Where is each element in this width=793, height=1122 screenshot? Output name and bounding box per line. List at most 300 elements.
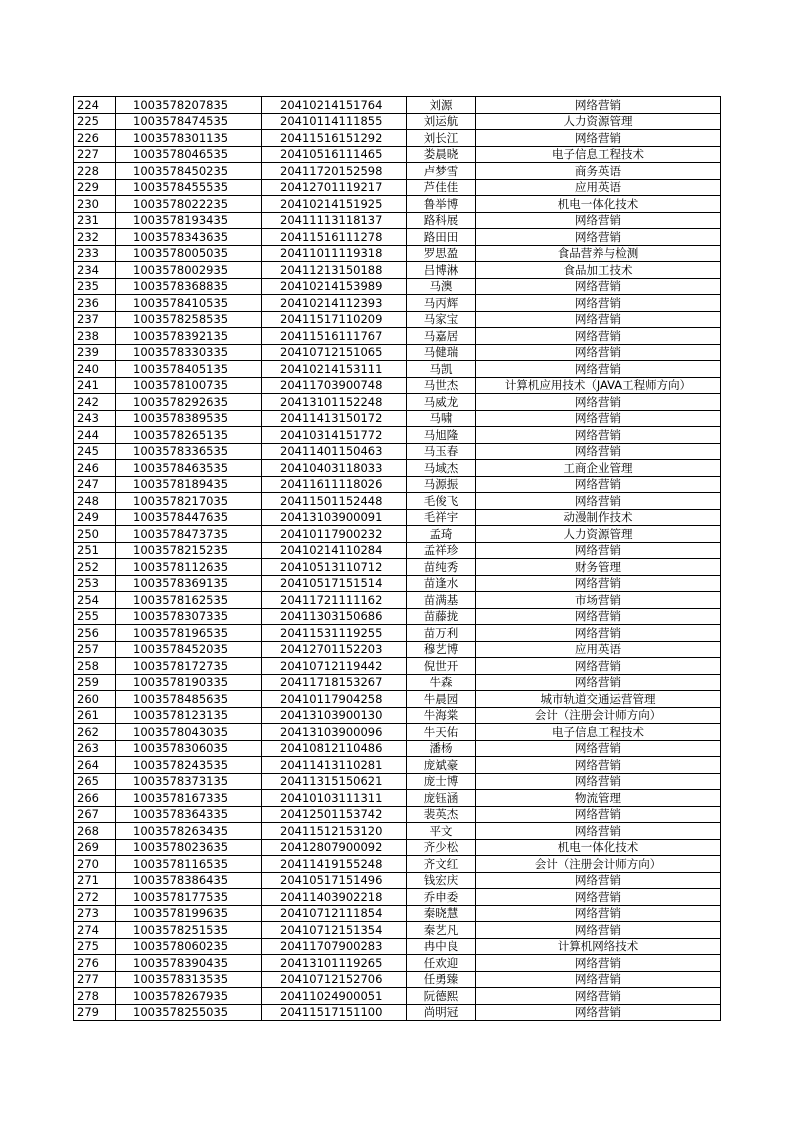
student-id: 20410712111854 <box>262 905 407 922</box>
row-number: 243 <box>74 410 116 427</box>
major: 会计（注册会计师方向） <box>476 707 721 724</box>
table-row <box>74 1004 721 1021</box>
row-number: 247 <box>74 476 116 493</box>
student-name: 马家宝 <box>407 311 476 328</box>
student-id: 20410516111465 <box>262 146 407 163</box>
major: 应用英语 <box>476 641 721 658</box>
table-row <box>74 889 721 906</box>
major: 市场营销 <box>476 592 721 609</box>
student-name: 庞斌豪 <box>407 757 476 774</box>
row-number: 272 <box>74 889 116 906</box>
table-row <box>74 344 721 361</box>
row-number: 251 <box>74 542 116 559</box>
student-name: 冉中良 <box>407 938 476 955</box>
exam-number: 1003578455535 <box>116 179 262 196</box>
student-id: 20410712152706 <box>262 971 407 988</box>
student-id: 20411213150188 <box>262 262 407 279</box>
row-number: 230 <box>74 196 116 213</box>
table-row <box>74 559 721 576</box>
table-row <box>74 179 721 196</box>
student-name: 罗思盈 <box>407 245 476 262</box>
student-id: 20410712151065 <box>262 344 407 361</box>
student-name: 马嘉居 <box>407 328 476 345</box>
exam-number: 1003578023635 <box>116 839 262 856</box>
table-row <box>74 196 721 213</box>
row-number: 231 <box>74 212 116 229</box>
row-number: 252 <box>74 559 116 576</box>
major: 网络营销 <box>476 988 721 1005</box>
row-number: 266 <box>74 790 116 807</box>
major: 网络营销 <box>476 212 721 229</box>
student-id: 20412501153742 <box>262 806 407 823</box>
student-id: 20411512153120 <box>262 823 407 840</box>
exam-number: 1003578251535 <box>116 922 262 939</box>
student-id: 20411720152598 <box>262 163 407 180</box>
major: 网络营销 <box>476 443 721 460</box>
student-id: 20410517151496 <box>262 872 407 889</box>
major: 人力资源管理 <box>476 113 721 130</box>
row-number: 279 <box>74 1004 116 1021</box>
major: 网络营销 <box>476 806 721 823</box>
row-number: 236 <box>74 295 116 312</box>
major: 网络营销 <box>476 625 721 642</box>
table-row <box>74 674 721 691</box>
exam-number: 1003578215235 <box>116 542 262 559</box>
row-number: 225 <box>74 113 116 130</box>
row-number: 224 <box>74 97 116 114</box>
table-row <box>74 377 721 394</box>
student-id: 20411419155248 <box>262 856 407 873</box>
student-id: 20410214153989 <box>262 278 407 295</box>
exam-number: 1003578196535 <box>116 625 262 642</box>
table-row <box>74 740 721 757</box>
major: 网络营销 <box>476 427 721 444</box>
row-number: 237 <box>74 311 116 328</box>
student-name: 马域杰 <box>407 460 476 477</box>
student-id: 20411303150686 <box>262 608 407 625</box>
exam-number: 1003578172735 <box>116 658 262 675</box>
student-name: 苗满基 <box>407 592 476 609</box>
student-id: 20411113118137 <box>262 212 407 229</box>
row-number: 226 <box>74 130 116 147</box>
exam-number: 1003578410535 <box>116 295 262 312</box>
major: 网络营销 <box>476 823 721 840</box>
row-number: 277 <box>74 971 116 988</box>
student-name: 马丙辉 <box>407 295 476 312</box>
student-name: 马啸 <box>407 410 476 427</box>
row-number: 253 <box>74 575 116 592</box>
table-row <box>74 790 721 807</box>
student-name: 苗万利 <box>407 625 476 642</box>
major: 网络营销 <box>476 476 721 493</box>
table-row <box>74 311 721 328</box>
student-id: 20411721111162 <box>262 592 407 609</box>
student-id: 20411707900283 <box>262 938 407 955</box>
row-number: 270 <box>74 856 116 873</box>
table-row <box>74 278 721 295</box>
student-name: 牛海棠 <box>407 707 476 724</box>
exam-number: 1003578390435 <box>116 955 262 972</box>
student-name: 牛天佑 <box>407 724 476 741</box>
student-name: 马健瑞 <box>407 344 476 361</box>
row-number: 250 <box>74 526 116 543</box>
row-number: 233 <box>74 245 116 262</box>
table-row <box>74 130 721 147</box>
major: 工商企业管理 <box>476 460 721 477</box>
table-row <box>74 328 721 345</box>
major: 网络营销 <box>476 311 721 328</box>
table-row <box>74 493 721 510</box>
student-name: 马源振 <box>407 476 476 493</box>
exam-number: 1003578292635 <box>116 394 262 411</box>
exam-number: 1003578485635 <box>116 691 262 708</box>
table-row <box>74 955 721 972</box>
student-name: 鲁举博 <box>407 196 476 213</box>
exam-number: 1003578373135 <box>116 773 262 790</box>
row-number: 242 <box>74 394 116 411</box>
student-name: 马旭隆 <box>407 427 476 444</box>
major: 网络营销 <box>476 922 721 939</box>
table-row <box>74 212 721 229</box>
student-id: 20413101152248 <box>262 394 407 411</box>
student-id: 20411413110281 <box>262 757 407 774</box>
row-number: 273 <box>74 905 116 922</box>
major: 商务英语 <box>476 163 721 180</box>
exam-number: 1003578255035 <box>116 1004 262 1021</box>
student-name: 马世杰 <box>407 377 476 394</box>
major: 网络营销 <box>476 905 721 922</box>
table-row <box>74 872 721 889</box>
exam-number: 1003578364335 <box>116 806 262 823</box>
table-row <box>74 806 721 823</box>
table-row <box>74 691 721 708</box>
table-row <box>74 592 721 609</box>
student-name: 钱宏庆 <box>407 872 476 889</box>
student-id: 20411531119255 <box>262 625 407 642</box>
table-row <box>74 641 721 658</box>
major: 财务管理 <box>476 559 721 576</box>
exam-number: 1003578177535 <box>116 889 262 906</box>
major: 网络营销 <box>476 674 721 691</box>
exam-number: 1003578474535 <box>116 113 262 130</box>
table-row <box>74 707 721 724</box>
exam-number: 1003578473735 <box>116 526 262 543</box>
student-id: 20411413150172 <box>262 410 407 427</box>
student-name: 马凯 <box>407 361 476 378</box>
student-id: 20411315150621 <box>262 773 407 790</box>
exam-number: 1003578392135 <box>116 328 262 345</box>
table-row <box>74 988 721 1005</box>
student-name: 牛晨园 <box>407 691 476 708</box>
student-id: 20410403118033 <box>262 460 407 477</box>
row-number: 257 <box>74 641 116 658</box>
table-row <box>74 971 721 988</box>
major: 网络营销 <box>476 344 721 361</box>
major: 动漫制作技术 <box>476 509 721 526</box>
row-number: 275 <box>74 938 116 955</box>
major: 计算机应用技术（JAVA工程师方向） <box>476 377 721 394</box>
exam-number: 1003578265135 <box>116 427 262 444</box>
student-name: 齐文红 <box>407 856 476 873</box>
table-row <box>74 245 721 262</box>
student-name: 庞士博 <box>407 773 476 790</box>
student-id: 20411024900051 <box>262 988 407 1005</box>
exam-number: 1003578189435 <box>116 476 262 493</box>
major: 网络营销 <box>476 229 721 246</box>
student-name: 刘长江 <box>407 130 476 147</box>
student-id: 20411517110209 <box>262 311 407 328</box>
table-row <box>74 575 721 592</box>
row-number: 278 <box>74 988 116 1005</box>
exam-number: 1003578123135 <box>116 707 262 724</box>
student-name: 潘杨 <box>407 740 476 757</box>
exam-number: 1003578258535 <box>116 311 262 328</box>
student-id: 20410513110712 <box>262 559 407 576</box>
major: 会计（注册会计师方向） <box>476 856 721 873</box>
major: 人力资源管理 <box>476 526 721 543</box>
major: 网络营销 <box>476 740 721 757</box>
student-name: 毛俊飞 <box>407 493 476 510</box>
major: 食品营养与检测 <box>476 245 721 262</box>
student-id: 20410214110284 <box>262 542 407 559</box>
table-row <box>74 658 721 675</box>
student-name: 苗纯秀 <box>407 559 476 576</box>
row-number: 255 <box>74 608 116 625</box>
major: 网络营销 <box>476 1004 721 1021</box>
row-number: 239 <box>74 344 116 361</box>
exam-number: 1003578005035 <box>116 245 262 262</box>
major: 网络营销 <box>476 295 721 312</box>
student-name: 刘源 <box>407 97 476 114</box>
row-number: 256 <box>74 625 116 642</box>
student-name: 任勇臻 <box>407 971 476 988</box>
table-row <box>74 856 721 873</box>
table-row <box>74 163 721 180</box>
row-number: 238 <box>74 328 116 345</box>
student-id: 20410812110486 <box>262 740 407 757</box>
table-row <box>74 295 721 312</box>
student-name: 路田田 <box>407 229 476 246</box>
exam-number: 1003578389535 <box>116 410 262 427</box>
row-number: 265 <box>74 773 116 790</box>
exam-number: 1003578313535 <box>116 971 262 988</box>
table-row <box>74 608 721 625</box>
exam-number: 1003578193435 <box>116 212 262 229</box>
row-number: 234 <box>74 262 116 279</box>
exam-number: 1003578307335 <box>116 608 262 625</box>
exam-number: 1003578450235 <box>116 163 262 180</box>
row-number: 249 <box>74 509 116 526</box>
student-id: 20413101119265 <box>262 955 407 972</box>
student-id: 20410114111855 <box>262 113 407 130</box>
student-id: 20410517151514 <box>262 575 407 592</box>
table-row <box>74 625 721 642</box>
major: 计算机网络技术 <box>476 938 721 955</box>
major: 网络营销 <box>476 889 721 906</box>
row-number: 245 <box>74 443 116 460</box>
major: 网络营销 <box>476 394 721 411</box>
student-roster-table <box>73 96 721 1021</box>
table-row <box>74 542 721 559</box>
student-id: 20411516111767 <box>262 328 407 345</box>
student-name: 孟祥珍 <box>407 542 476 559</box>
student-id: 20411517151100 <box>262 1004 407 1021</box>
row-number: 228 <box>74 163 116 180</box>
exam-number: 1003578116535 <box>116 856 262 873</box>
exam-number: 1003578046535 <box>116 146 262 163</box>
exam-number: 1003578336535 <box>116 443 262 460</box>
student-name: 乔申委 <box>407 889 476 906</box>
student-id: 20411401150463 <box>262 443 407 460</box>
table-row <box>74 262 721 279</box>
exam-number: 1003578207835 <box>116 97 262 114</box>
student-id: 20410712151354 <box>262 922 407 939</box>
student-id: 20410712119442 <box>262 658 407 675</box>
student-name: 庞钰涵 <box>407 790 476 807</box>
student-name: 芦佳佳 <box>407 179 476 196</box>
student-name: 裴英杰 <box>407 806 476 823</box>
major: 网络营销 <box>476 361 721 378</box>
student-name: 马澳 <box>407 278 476 295</box>
student-id: 20411611118026 <box>262 476 407 493</box>
major: 机电一体化技术 <box>476 196 721 213</box>
row-number: 254 <box>74 592 116 609</box>
row-number: 267 <box>74 806 116 823</box>
exam-number: 1003578100735 <box>116 377 262 394</box>
table-row <box>74 361 721 378</box>
table-row <box>74 509 721 526</box>
major: 网络营销 <box>476 130 721 147</box>
student-name: 齐少松 <box>407 839 476 856</box>
major: 网络营销 <box>476 328 721 345</box>
exam-number: 1003578369135 <box>116 575 262 592</box>
student-id: 20411703900748 <box>262 377 407 394</box>
student-id: 20410103111311 <box>262 790 407 807</box>
exam-number: 1003578217035 <box>116 493 262 510</box>
exam-number: 1003578386435 <box>116 872 262 889</box>
row-number: 276 <box>74 955 116 972</box>
student-id: 20413103900091 <box>262 509 407 526</box>
table-row <box>74 460 721 477</box>
row-number: 260 <box>74 691 116 708</box>
roster-body <box>74 97 721 1021</box>
major: 网络营销 <box>476 97 721 114</box>
student-name: 平文 <box>407 823 476 840</box>
table-row <box>74 823 721 840</box>
major: 网络营销 <box>476 872 721 889</box>
student-name: 阮德熙 <box>407 988 476 1005</box>
student-name: 苗藤拢 <box>407 608 476 625</box>
table-row <box>74 905 721 922</box>
table-row <box>74 938 721 955</box>
exam-number: 1003578243535 <box>116 757 262 774</box>
student-name: 孟琦 <box>407 526 476 543</box>
exam-number: 1003578190335 <box>116 674 262 691</box>
student-name: 穆艺博 <box>407 641 476 658</box>
student-id: 20410214151925 <box>262 196 407 213</box>
row-number: 269 <box>74 839 116 856</box>
major: 网络营销 <box>476 757 721 774</box>
student-name: 娄晨晓 <box>407 146 476 163</box>
row-number: 240 <box>74 361 116 378</box>
major: 网络营销 <box>476 575 721 592</box>
row-number: 268 <box>74 823 116 840</box>
major: 电子信息工程技术 <box>476 146 721 163</box>
student-id: 20410214112393 <box>262 295 407 312</box>
row-number: 248 <box>74 493 116 510</box>
row-number: 261 <box>74 707 116 724</box>
student-id: 20412701119217 <box>262 179 407 196</box>
student-id: 20411501152448 <box>262 493 407 510</box>
major: 电子信息工程技术 <box>476 724 721 741</box>
major: 机电一体化技术 <box>476 839 721 856</box>
exam-number: 1003578060235 <box>116 938 262 955</box>
row-number: 274 <box>74 922 116 939</box>
major: 网络营销 <box>476 658 721 675</box>
table-row <box>74 427 721 444</box>
student-id: 20411516151292 <box>262 130 407 147</box>
table-row <box>74 773 721 790</box>
exam-number: 1003578112635 <box>116 559 262 576</box>
row-number: 235 <box>74 278 116 295</box>
row-number: 259 <box>74 674 116 691</box>
student-id: 20412701152203 <box>262 641 407 658</box>
student-name: 毛祥宇 <box>407 509 476 526</box>
major: 网络营销 <box>476 542 721 559</box>
exam-number: 1003578463535 <box>116 460 262 477</box>
row-number: 244 <box>74 427 116 444</box>
student-name: 苗逢水 <box>407 575 476 592</box>
exam-number: 1003578301135 <box>116 130 262 147</box>
exam-number: 1003578267935 <box>116 988 262 1005</box>
student-id: 20410214151764 <box>262 97 407 114</box>
table-row <box>74 839 721 856</box>
student-id: 20410117904258 <box>262 691 407 708</box>
table-row <box>74 476 721 493</box>
major: 物流管理 <box>476 790 721 807</box>
student-name: 路科展 <box>407 212 476 229</box>
exam-number: 1003578263435 <box>116 823 262 840</box>
student-name: 刘运航 <box>407 113 476 130</box>
table-row <box>74 229 721 246</box>
exam-number: 1003578167335 <box>116 790 262 807</box>
student-name: 任欢迎 <box>407 955 476 972</box>
student-id: 20410314151772 <box>262 427 407 444</box>
student-id: 20411516111278 <box>262 229 407 246</box>
row-number: 271 <box>74 872 116 889</box>
major: 网络营销 <box>476 971 721 988</box>
student-id: 20412807900092 <box>262 839 407 856</box>
exam-number: 1003578343635 <box>116 229 262 246</box>
student-id: 20411718153267 <box>262 674 407 691</box>
student-name: 秦晓慧 <box>407 905 476 922</box>
major: 网络营销 <box>476 773 721 790</box>
exam-number: 1003578306035 <box>116 740 262 757</box>
student-id: 20413103900096 <box>262 724 407 741</box>
major: 应用英语 <box>476 179 721 196</box>
table-row <box>74 394 721 411</box>
row-number: 263 <box>74 740 116 757</box>
row-number: 227 <box>74 146 116 163</box>
row-number: 262 <box>74 724 116 741</box>
student-id: 20410214153111 <box>262 361 407 378</box>
table-row <box>74 113 721 130</box>
exam-number: 1003578002935 <box>116 262 262 279</box>
major: 网络营销 <box>476 410 721 427</box>
exam-number: 1003578043035 <box>116 724 262 741</box>
exam-number: 1003578022235 <box>116 196 262 213</box>
row-number: 264 <box>74 757 116 774</box>
